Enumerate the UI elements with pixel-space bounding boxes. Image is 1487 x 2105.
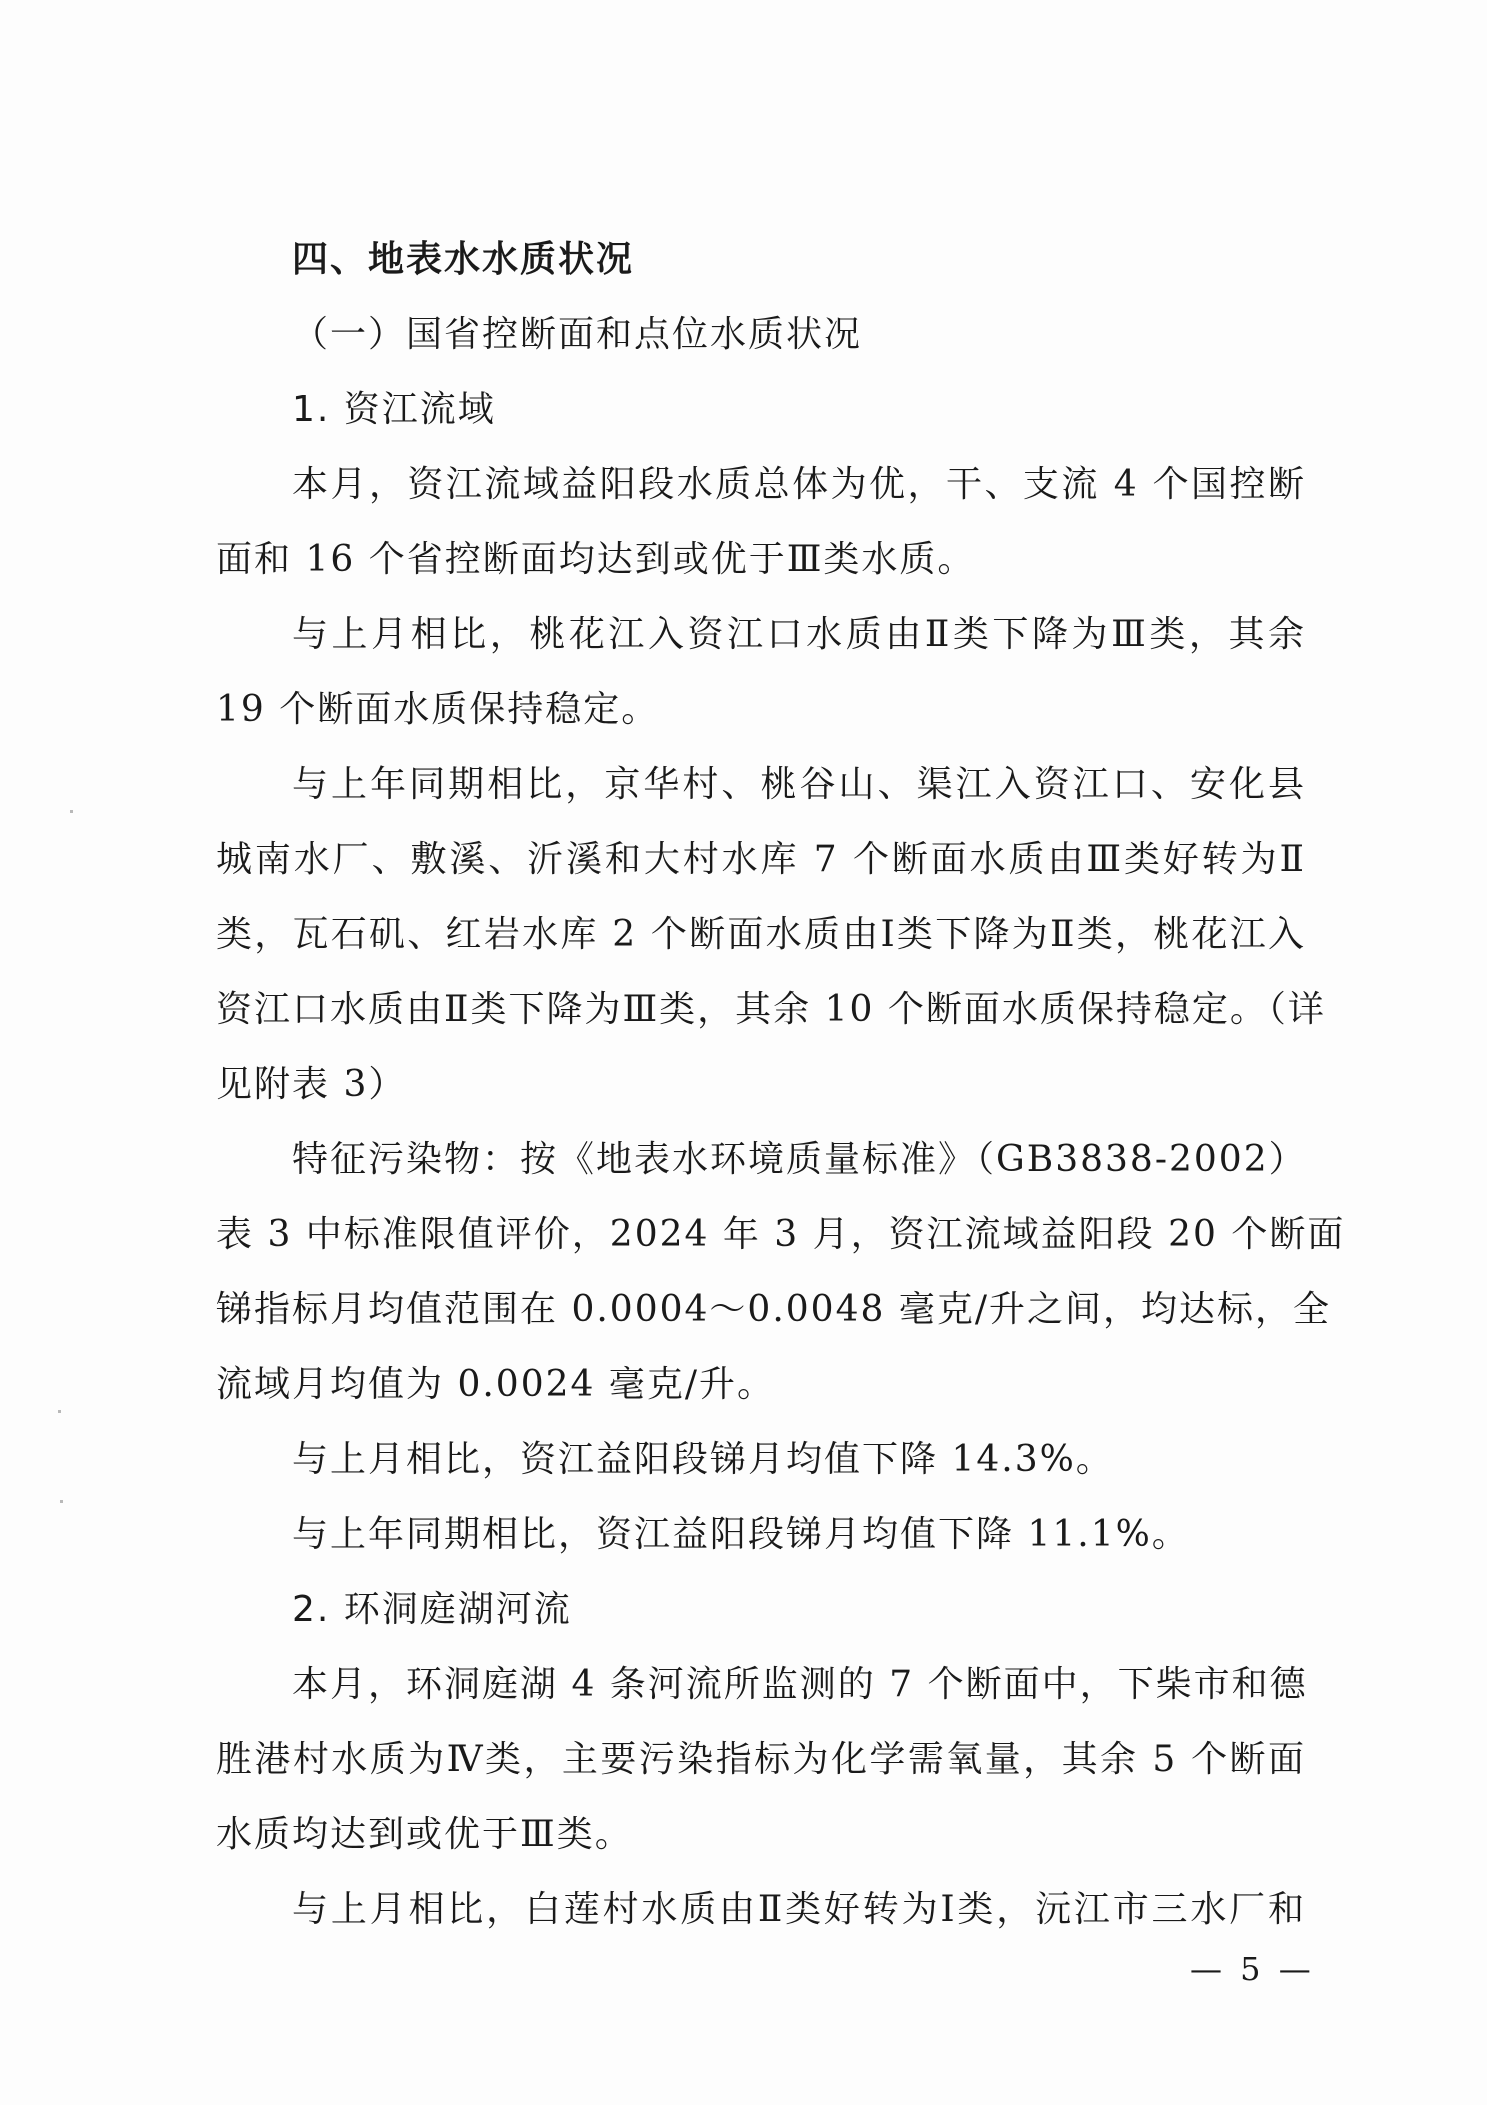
document-body — [216, 222, 1346, 1947]
scan-speck — [58, 1410, 61, 1413]
paragraph-line: 胜港村水质为Ⅳ类，主要污染指标为化学需氧量，其余 5 个断面 — [216, 1739, 1306, 1780]
item-title-dongting: 2. 环洞庭湖河流 — [292, 1589, 572, 1630]
paragraph-line: 面和 16 个省控断面均达到或优于Ⅲ类水质。 — [216, 539, 976, 580]
paragraph-line: 本月，环洞庭湖 4 条河流所监测的 7 个断面中，下柴市和德 — [292, 1664, 1308, 1705]
paragraph-line: 锑指标月均值范围在 0.0004～0.0048 毫克/升之间，均达标，全 — [216, 1289, 1331, 1330]
item-title-zijiang: 1. 资江流域 — [292, 389, 496, 430]
subsection-title: （一）国省控断面和点位水质状况 — [292, 314, 863, 355]
paragraph-line: 城南水厂、敷溪、沂溪和大村水库 7 个断面水质由Ⅲ类好转为Ⅱ — [216, 839, 1306, 880]
paragraph-line: 资江口水质由Ⅱ类下降为Ⅲ类，其余 10 个断面水质保持稳定。（详 — [216, 989, 1326, 1030]
paragraph-line: 与上年同期相比，京华村、桃谷山、渠江入资江口、安化县 — [292, 764, 1306, 805]
paragraph-line: 特征污染物：按《地表水环境质量标准》（GB3838-2002） — [292, 1139, 1307, 1180]
paragraph-line: 水质均达到或优于Ⅲ类。 — [216, 1814, 633, 1855]
paragraph-line: 与上月相比，白莲村水质由Ⅱ类好转为Ⅰ类，沅江市三水厂和 — [292, 1889, 1306, 1930]
paragraph-line: 19 个断面水质保持稳定。 — [216, 689, 660, 730]
paragraph-line: 流域月均值为 0.0024 毫克/升。 — [216, 1364, 775, 1405]
page-number: — 5 — — [1190, 1950, 1315, 1988]
section-title: 四、地表水水质状况 — [292, 239, 635, 280]
scan-speck — [70, 810, 73, 813]
paragraph-line: 本月，资江流域益阳段水质总体为优，干、支流 4 个国控断 — [292, 464, 1306, 505]
paragraph-line: 表 3 中标准限值评价，2024 年 3 月，资江流域益阳段 20 个断面 — [216, 1214, 1346, 1255]
paragraph-line: 类，瓦石矶、红岩水库 2 个断面水质由Ⅰ类下降为Ⅱ类，桃花江入 — [216, 914, 1306, 955]
paragraph-line: 与上月相比，资江益阳段锑月均值下降 14.3%。 — [292, 1439, 1114, 1480]
scan-speck — [60, 1500, 63, 1503]
paragraph-line: 与上年同期相比，资江益阳段锑月均值下降 11.1%。 — [292, 1514, 1190, 1555]
paragraph-line: 与上月相比，桃花江入资江口水质由Ⅱ类下降为Ⅲ类，其余 — [292, 614, 1306, 655]
paragraph-line: 见附表 3） — [216, 1064, 407, 1105]
